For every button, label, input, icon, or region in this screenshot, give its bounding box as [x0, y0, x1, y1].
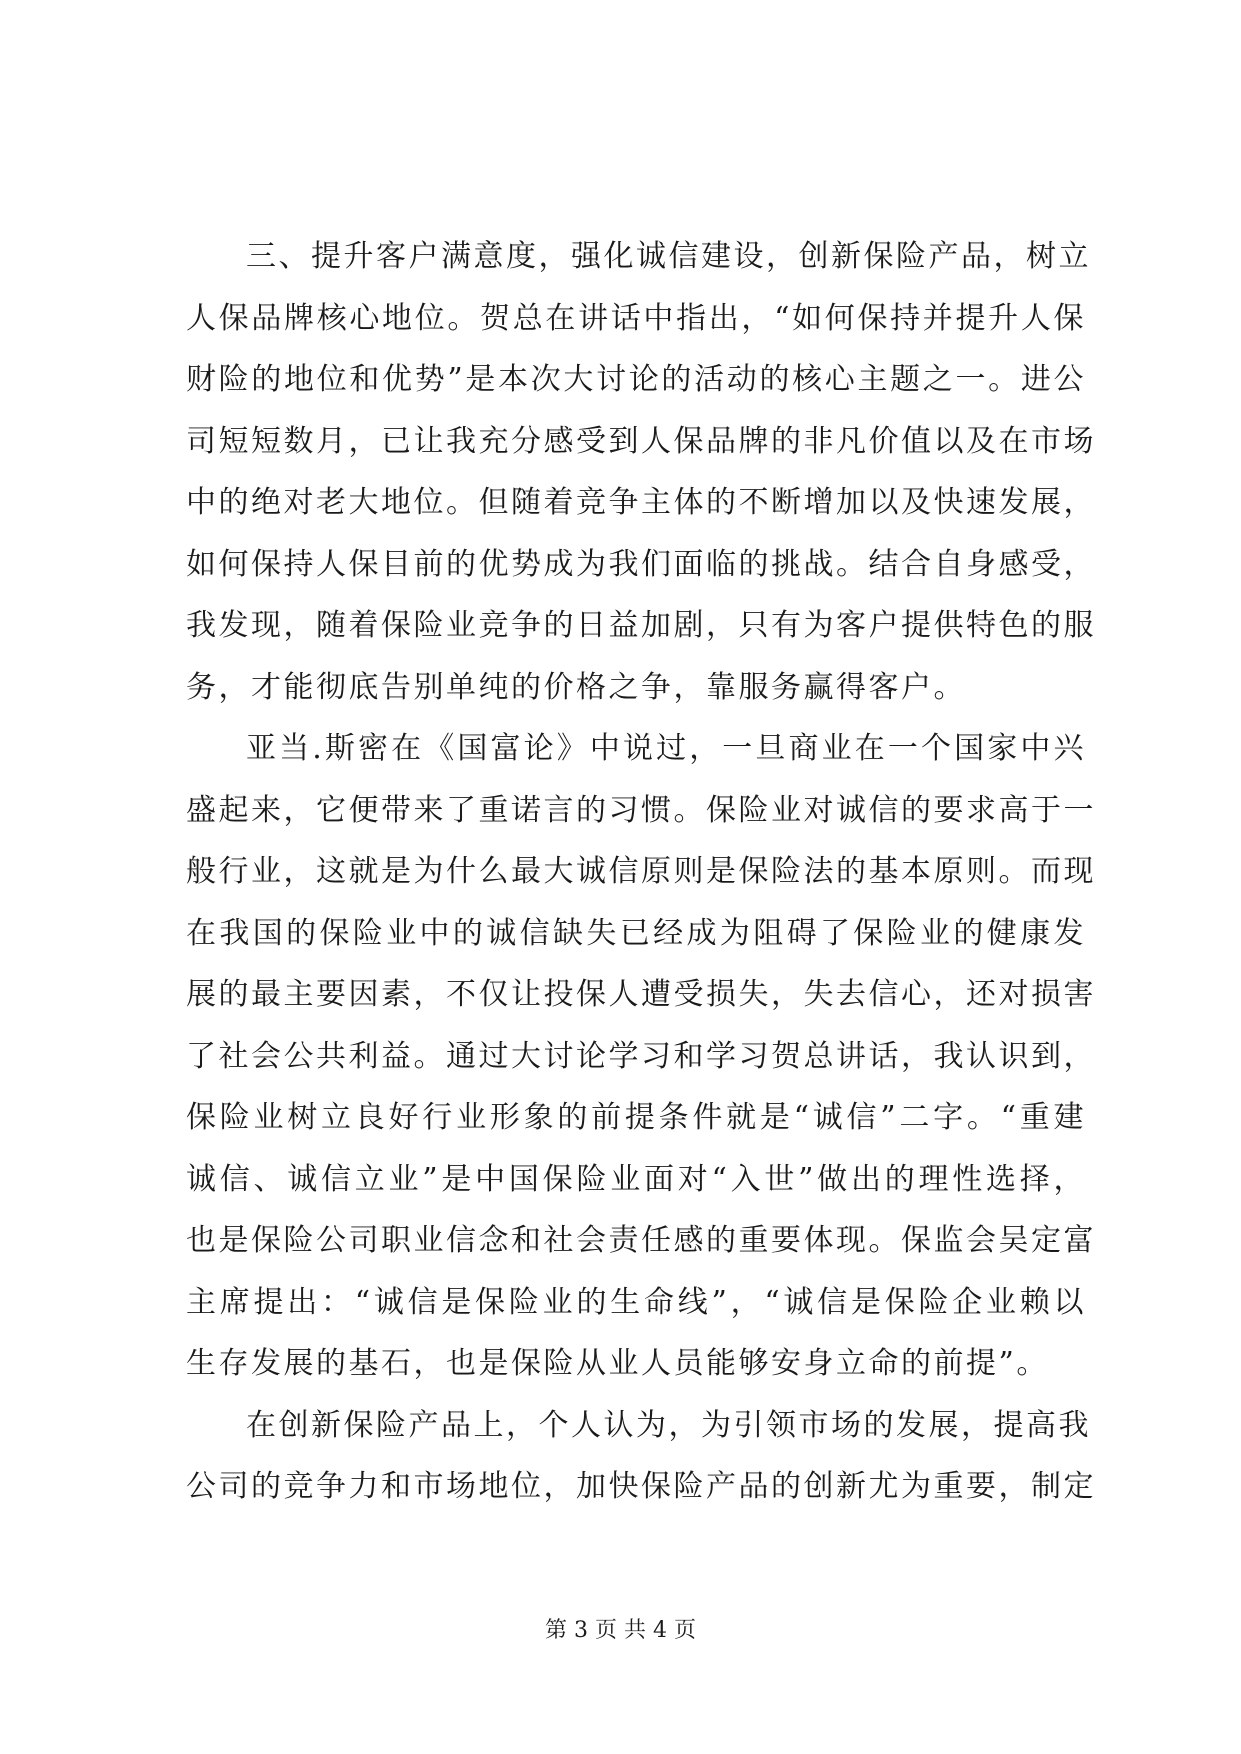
text-line: 财险的地位和优势”是本次大讨论的活动的核心主题之一。进公 [186, 362, 1086, 397]
text-line: 盛起来，它便带来了重诺言的习惯。保险业对诚信的要求高于一 [186, 792, 1096, 828]
text-line: 在创新保险产品上，个人认为，为引领市场的发展，提高我 [246, 1407, 1091, 1443]
text-line: 也是保险公司职业信念和社会责任感的重要体现。保监会吴定富 [186, 1223, 1096, 1258]
text-line: 中的绝对老大地位。但随着竞争主体的不断增加以及快速发展， [186, 485, 1096, 520]
text-line: 了社会公共利益。通过大讨论学习和学习贺总讲话，我认识到， [186, 1038, 1096, 1074]
text-line: 保险业树立良好行业形象的前提条件就是“诚信”二字。“重建 [186, 1100, 1086, 1135]
page-number-footer: 第 3 页 共 4 页 [545, 1618, 696, 1643]
text-line: 亚当.斯密在《国富论》中说过，一旦商业在一个国家中兴 [246, 731, 1086, 766]
paragraph-2 [186, 718, 1096, 1395]
text-line: 人保品牌核心地位。贺总在讲话中指出，“如何保持并提升人保 [186, 300, 1086, 336]
text-line: 主席提出：“诚信是保险业的生命线”，“诚信是保险企业赖以 [186, 1284, 1086, 1320]
document-body [186, 226, 1096, 1518]
text-line: 诚信、诚信立业”是中国保险业面对“入世”做出的理性选择， [186, 1161, 1086, 1197]
text-line: 三、提升客户满意度，强化诚信建设，创新保险产品，树立 [246, 239, 1091, 274]
text-line: 在我国的保险业中的诚信缺失已经成为阻碍了保险业的健康发 [186, 915, 1086, 951]
text-line: 生存发展的基石，也是保险从业人员能够安身立命的前提”。 [186, 1346, 1049, 1381]
text-line: 展的最主要因素，不仅让投保人遭受损失，失去信心，还对损害 [186, 977, 1096, 1012]
text-line: 如何保持人保目前的优势成为我们面临的挑战。结合自身感受， [186, 546, 1096, 582]
paragraph-3 [186, 1395, 1096, 1518]
text-line: 务，才能彻底告别单纯的价格之争，靠服务赢得客户。 [186, 669, 966, 705]
text-line: 公司的竞争力和市场地位，加快保险产品的创新尤为重要，制定 [186, 1469, 1096, 1504]
paragraph-1 [186, 226, 1096, 718]
text-line: 我发现，随着保险业竞争的日益加剧，只有为客户提供特色的服 [186, 608, 1096, 643]
text-line: 司短短数月，已让我充分感受到人保品牌的非凡价值以及在市场 [186, 423, 1096, 459]
text-line: 般行业，这就是为什么最大诚信原则是保险法的基本原则。而现 [186, 854, 1096, 889]
